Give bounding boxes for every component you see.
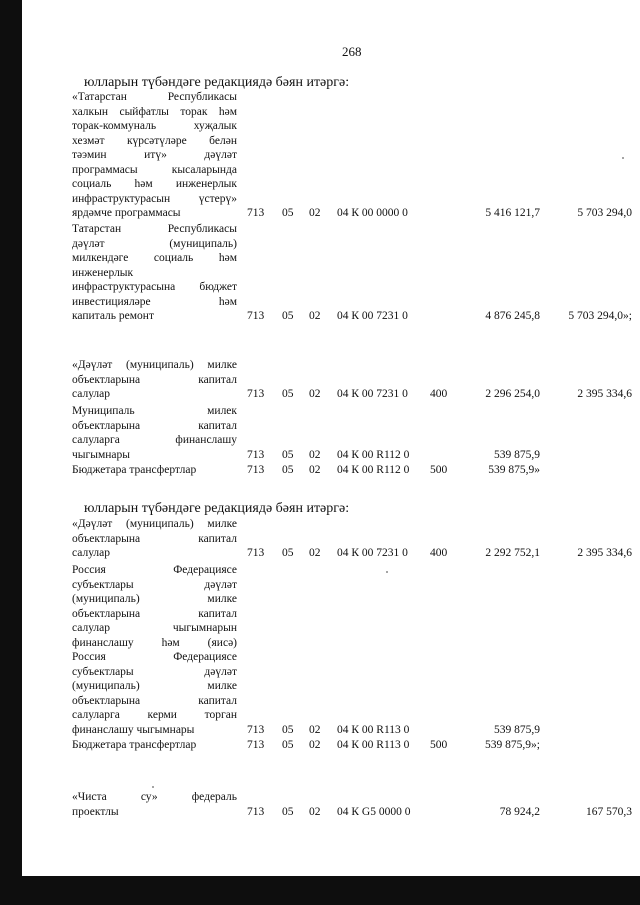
expense-type-code: 400	[430, 388, 448, 400]
target-article-code: 04 К 00 0000 0	[337, 207, 408, 219]
description-line: «Татарстан Республикасы	[72, 91, 237, 103]
description-line: субъектлары дәүләт	[72, 578, 237, 591]
target-article-code: 04 К G5 0000 0	[337, 805, 411, 818]
description-line: дәүләт (муниципаль)	[72, 237, 237, 250]
section-intro: юлларын түбәндәге редакциядә бәян итәргә:	[84, 75, 350, 90]
target-article-code: 04 К 00 7231 0	[337, 388, 408, 400]
row-description	[72, 404, 237, 462]
description-line: Бюджетара трансфертлар	[72, 464, 197, 476]
ministry-code: 713	[247, 448, 265, 461]
row-description	[72, 738, 237, 753]
ministry-code: 713	[247, 464, 265, 476]
row-description	[72, 463, 237, 478]
amount-year-2: 2 395 334,6	[577, 388, 632, 400]
description-line: проектлы	[72, 805, 119, 818]
subsection-code: 02	[309, 723, 321, 736]
description-line: салуларга керми торган	[72, 709, 237, 721]
scan-speck	[386, 571, 388, 573]
description-line: торак-коммуналь хуҗалык	[72, 120, 237, 132]
description-line: программасы кысаларында	[72, 163, 237, 176]
subsection-code: 02	[309, 739, 321, 751]
subsection-code: 02	[309, 464, 321, 476]
row-description	[72, 90, 237, 221]
section-code: 05	[282, 448, 294, 461]
subsection-code: 02	[309, 388, 321, 400]
page-number: 268	[342, 44, 362, 59]
expense-type-code: 500	[430, 739, 448, 751]
description-line: милкендәге социаль һәм	[72, 252, 237, 264]
amount-year-2: 5 703 294,0»;	[568, 310, 632, 322]
target-article-code: 04 К 00 R112 0	[337, 464, 410, 476]
description-line: салулар	[72, 388, 111, 400]
description-line: социаль һәм инженерлык	[72, 178, 237, 190]
description-line: капиталь ремонт	[72, 310, 154, 322]
scan-bottom-border	[0, 876, 640, 905]
section-code: 05	[282, 464, 294, 476]
description-line: чыгымнары	[72, 448, 130, 461]
description-line: (муниципаль) милке	[72, 593, 237, 605]
description-line: объектларына капитал	[72, 419, 237, 432]
section-code: 05	[282, 739, 294, 751]
expense-type-code: 500	[430, 464, 448, 476]
description-line: инженерлык	[72, 266, 134, 279]
amount-year-1: 539 875,9»;	[485, 739, 540, 751]
description-line: салуларга финанслашу	[72, 434, 237, 446]
description-line: объектларына капитал	[72, 373, 237, 386]
ministry-code: 713	[247, 207, 265, 219]
description-line: ярдәмче программасы	[72, 207, 181, 219]
description-line: финанслашу һәм (яисә)	[72, 636, 237, 649]
subsection-code: 02	[309, 448, 321, 461]
description-line: Муниципаль милек	[72, 405, 237, 417]
description-line: инфраструктурасын үстерү»	[72, 192, 237, 205]
description-line: объектларына капитал	[72, 532, 237, 545]
description-line: тәэмин итү» дәүләт	[72, 149, 237, 161]
section-code: 05	[282, 723, 294, 736]
target-article-code: 04 К 00 R112 0	[337, 448, 410, 461]
ministry-code: 713	[247, 723, 265, 736]
expense-type-code: 400	[430, 547, 448, 559]
amount-year-1: 2 292 752,1	[485, 547, 540, 559]
description-line: инфраструктурасына бюджет	[72, 281, 237, 293]
amount-year-1: 539 875,9	[494, 723, 540, 736]
target-article-code: 04 К 00 R113 0	[337, 723, 410, 736]
description-line: объектларына капитал	[72, 607, 237, 620]
row-description	[72, 790, 237, 819]
amount-year-2: 5 703 294,0	[577, 207, 632, 219]
scan-left-border	[0, 0, 22, 905]
target-article-code: 04 К 00 7231 0	[337, 310, 408, 322]
description-line: Россия Федерациясе	[72, 564, 237, 576]
amount-year-1: 4 876 245,8	[485, 310, 540, 322]
subsection-code: 02	[309, 805, 321, 818]
description-line: финанслашу чыгымнары	[72, 723, 195, 736]
target-article-code: 04 К 00 R113 0	[337, 739, 410, 751]
subsection-code: 02	[309, 207, 321, 219]
description-line: «Дәүләт (муниципаль) милке	[72, 518, 237, 530]
description-line: Россия Федерациясе	[72, 651, 237, 663]
description-line: субъектлары дәүләт	[72, 665, 237, 678]
target-article-code: 04 К 00 7231 0	[337, 547, 408, 559]
description-line: объектларына капитал	[72, 694, 237, 707]
ministry-code: 713	[247, 310, 265, 322]
amount-year-1: 5 416 121,7	[485, 207, 540, 219]
section-intro: юлларын түбәндәге редакциядә бәян итәргә:	[84, 501, 350, 516]
row-description	[72, 517, 237, 561]
row-description	[72, 222, 237, 324]
description-line: (муниципаль) милке	[72, 680, 237, 692]
section-code: 05	[282, 310, 294, 322]
description-line: салулар чыгымнарын	[72, 622, 237, 634]
section-code: 05	[282, 805, 294, 818]
section-code: 05	[282, 207, 294, 219]
amount-year-2: 167 570,3	[586, 805, 632, 818]
row-description	[72, 563, 237, 737]
amount-year-2: 2 395 334,6	[577, 547, 632, 559]
ministry-code: 713	[247, 739, 265, 751]
ministry-code: 713	[247, 547, 265, 559]
amount-year-1: 539 875,9»	[488, 464, 540, 476]
row-description	[72, 358, 237, 402]
section-code: 05	[282, 547, 294, 559]
description-line: Бюджетара трансфертлар	[72, 739, 197, 751]
subsection-code: 02	[309, 310, 321, 322]
description-line: «Чиста су» федераль	[72, 791, 237, 803]
subsection-code: 02	[309, 547, 321, 559]
description-line: салулар	[72, 547, 111, 559]
description-line: Татарстан Республикасы	[72, 223, 237, 235]
description-line: инвестицияләре һәм	[72, 295, 237, 308]
description-line: «Дәүләт (муниципаль) милке	[72, 359, 237, 371]
amount-year-1: 78 924,2	[499, 805, 540, 818]
ministry-code: 713	[247, 805, 265, 818]
section-code: 05	[282, 388, 294, 400]
scan-speck	[622, 157, 624, 159]
amount-year-1: 2 296 254,0	[485, 388, 540, 400]
ministry-code: 713	[247, 388, 265, 400]
scan-speck	[152, 786, 154, 788]
description-line: хезмәт күрсәтүләре белән	[72, 134, 237, 147]
description-line: халкын сыйфатлы торак һәм	[72, 105, 237, 118]
amount-year-1: 539 875,9	[494, 448, 540, 461]
